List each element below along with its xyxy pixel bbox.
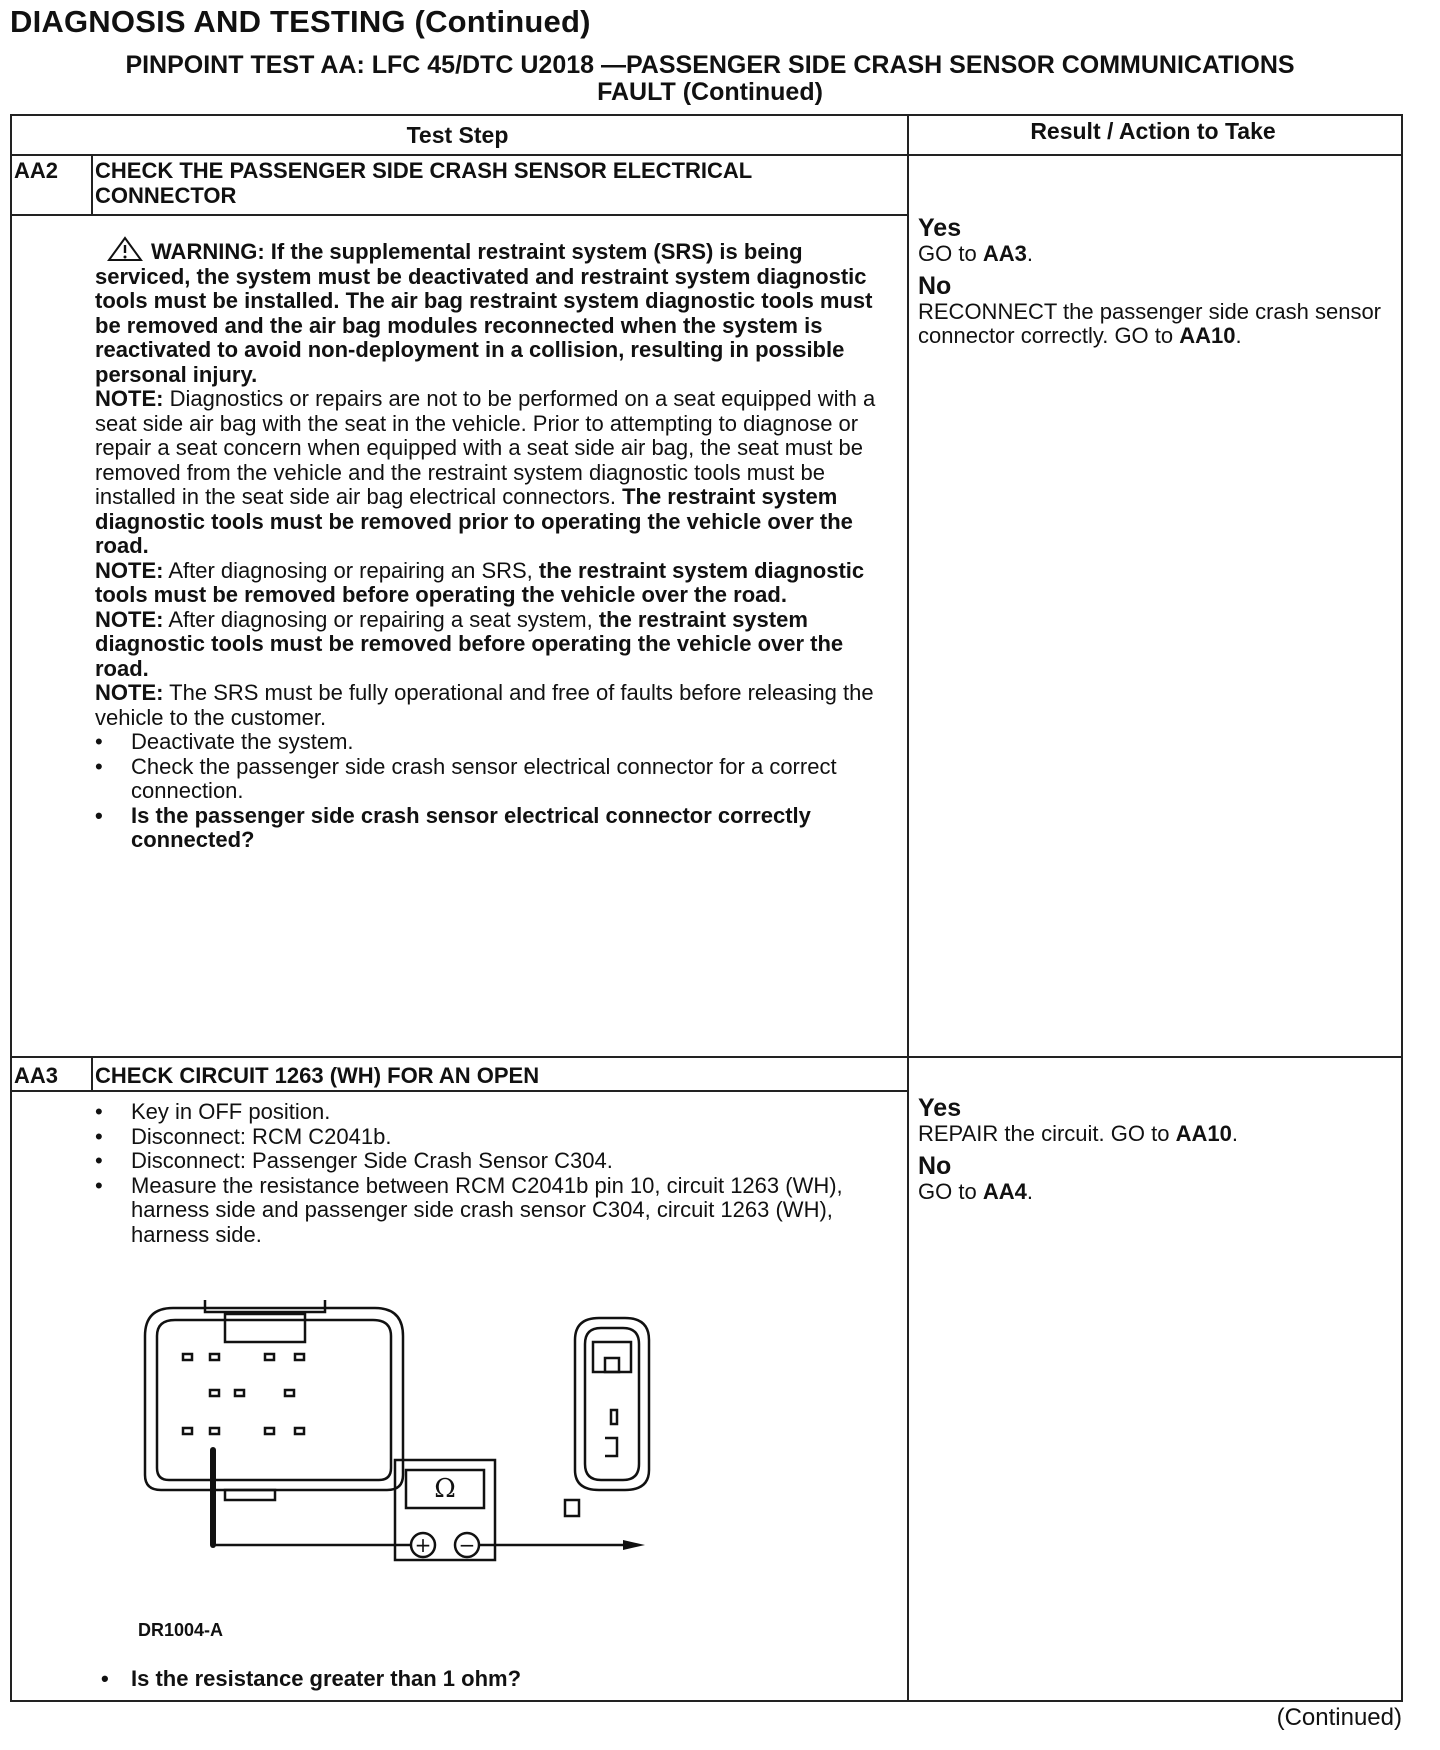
pinpoint-test-title	[30, 52, 1390, 106]
result-no-action: GO to AA4.	[918, 1179, 1033, 1204]
crash-sensor-connector-c304	[565, 1318, 649, 1516]
note-label: NOTE:	[95, 680, 164, 705]
page-title: DIAGNOSIS AND TESTING (Continued)	[10, 4, 591, 39]
result-aa3	[918, 1094, 1398, 1204]
step-link-aa10[interactable]: AA10	[1179, 323, 1236, 348]
list-item-question: • Is the passenger side crash sensor electrical connector correctly connected?	[95, 804, 885, 853]
step-title-aa3: CHECK CIRCUIT 1263 (WH) FOR AN OPEN	[95, 1063, 540, 1088]
aa3-title-rule	[12, 1090, 907, 1092]
header-rule	[12, 154, 1403, 156]
step-body-aa2	[95, 236, 885, 853]
step-id-aa3: AA3	[14, 1063, 59, 1088]
minus-terminal: −	[458, 1533, 476, 1557]
note-text: After diagnosing or repairing an SRS,	[168, 557, 533, 583]
pinpoint-title-line-1: PINPOINT TEST AA: LFC 45/DTC U2018 —PASSENGER SIDE CRASH SENSOR COMMUNICATIONS	[125, 51, 1295, 79]
column-divider	[907, 116, 909, 1702]
result-yes-action: GO to AA3.	[918, 241, 1033, 266]
note-label: NOTE:	[95, 557, 164, 583]
list-item: • Measure the resistance between RCM C2041b pin 10, circuit 1263 (WH), harness side and passenger side crash sensor C304, circuit 1263 (WH), harness side.	[95, 1174, 885, 1248]
note-text: The SRS must be fully operational and free of faults before releasing the vehicle to the customer.	[95, 680, 874, 730]
aa3-bullet-list	[95, 1100, 885, 1247]
result-no-label: No	[918, 1152, 952, 1180]
note-3	[95, 608, 885, 682]
note-1	[95, 387, 885, 559]
list-item: • Check the passenger side crash sensor electrical connector for a correct connection.	[95, 755, 885, 804]
ohm-symbol: Ω	[434, 1474, 456, 1504]
list-item: • Disconnect: RCM C2041b.	[95, 1125, 885, 1150]
pinpoint-title-line-2: FAULT (Continued)	[597, 78, 823, 106]
list-item: • Deactivate the system.	[95, 730, 885, 755]
warning-triangle-icon	[107, 236, 143, 262]
step-link-aa3[interactable]: AA3	[982, 241, 1027, 266]
note-emphasis: the restraint system diagnostic tools must be removed before operating the vehicle over the road.	[95, 557, 865, 607]
result-no-label: No	[918, 272, 952, 300]
list-item: • Key in OFF position.	[95, 1100, 885, 1125]
aa3-row-rule	[12, 1056, 1403, 1058]
resistance-test-diagram	[125, 1300, 765, 1570]
note-label: NOTE:	[95, 606, 164, 632]
plus-terminal: +	[414, 1533, 432, 1557]
note-label: NOTE:	[95, 386, 164, 411]
list-item: • Disconnect: Passenger Side Crash Sensor C304.	[95, 1149, 885, 1174]
continued-label: (Continued)	[1276, 1704, 1402, 1731]
result-aa2	[918, 214, 1398, 348]
note-emphasis: the restraint system diagnostic tools must be removed before operating the vehicle over the road.	[95, 606, 844, 681]
header-result: Result / Action to Take	[1030, 118, 1276, 144]
figure-id: DR1004-A	[138, 1620, 224, 1640]
step-body-aa3	[95, 1100, 885, 1247]
probe-tip-icon	[623, 1540, 645, 1550]
note-4	[95, 681, 885, 730]
aa3-question: • Is the resistance greater than 1 ohm?	[95, 1666, 855, 1692]
warning-text: WARNING: If the supplemental restraint system (SRS) is being serviced, the system must be deactivated and restraint system diagnostic tools must be installed. The air bag restraint system diagnostic tools must be removed and the air bag modules reconnected when the system is reactivated to avoid non-deployment in a collision, resulting in possible personal injury.	[95, 239, 873, 387]
warning-paragraph	[95, 236, 885, 387]
id-divider	[91, 1056, 93, 1092]
step-link-aa4[interactable]: AA4	[982, 1179, 1027, 1204]
note-text: Diagnostics or repairs are not to be performed on a seat equipped with a seat side air bag with the seat in the vehicle. Prior to attempting to diagnose or repair a seat concern when equipped with a seat side air bag, the seat must be removed from the vehicle and the restraint system diagnostic tools must be installed in the seat side air bag electrical connectors.	[95, 386, 876, 509]
step-id-aa2: AA2	[14, 158, 59, 183]
id-divider	[91, 154, 93, 216]
step-title-aa2: CHECK THE PASSENGER SIDE CRASH SENSOR ELECTRICAL CONNECTOR	[95, 158, 752, 208]
result-no-action: RECONNECT the passenger side crash sensor connector correctly. GO to AA10.	[918, 299, 1382, 348]
aa2-bullet-list	[95, 730, 885, 853]
result-yes-action: REPAIR the circuit. GO to AA10.	[918, 1121, 1238, 1146]
note-text: After diagnosing or repairing a seat system,	[168, 606, 593, 632]
aa2-title-rule	[12, 214, 907, 216]
header-test-step: Test Step	[406, 122, 509, 148]
step-link-aa10[interactable]: AA10	[1175, 1121, 1232, 1146]
note-2	[95, 559, 885, 608]
rcm-connector-c2041b	[145, 1300, 403, 1500]
result-yes-label: Yes	[918, 214, 962, 242]
note-emphasis: The restraint system diagnostic tools must be removed prior to operating the vehicle over the road.	[95, 484, 853, 558]
result-yes-label: Yes	[918, 1094, 962, 1122]
